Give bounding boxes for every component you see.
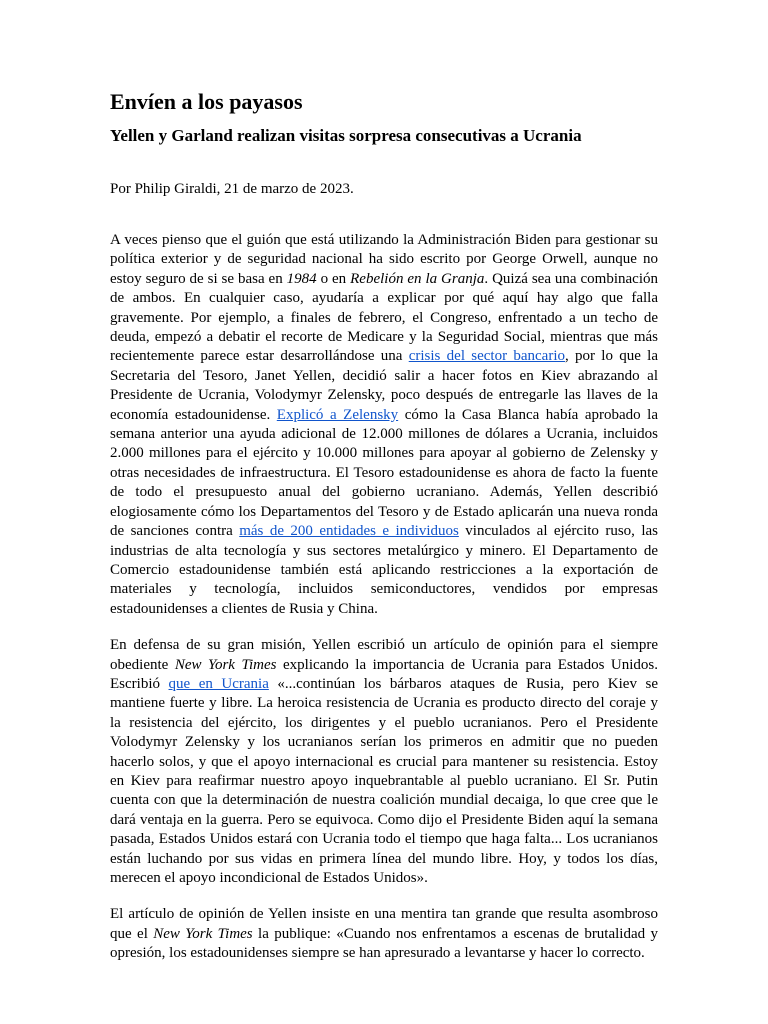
- article-subtitle: Yellen y Garland realizan visitas sorpresa consecutivas a Ucrania: [110, 126, 582, 145]
- italic-text: New York Times: [153, 925, 253, 942]
- italic-text: Rebelión en la Granja: [350, 270, 485, 287]
- paragraph-text: A veces pienso que el guión que está utilizando la Administración Biden para gestionar su política exterior y de seguridad nacional ha sido escrito por George Orwell, aunque no estoy seguro de si se basa en: [110, 232, 658, 287]
- paragraph-text: la publique: «Cuando nos enfrentamos a escenas de brutalidad y opresión, los estadounidenses siempre se han apresurado a levantarse y hacer lo correcto.: [110, 925, 659, 962]
- inline-link[interactable]: Explicó a Zelensky: [276, 406, 399, 423]
- paragraph-text: «...continúan los bárbaros ataques de Rusia, pero Kiev se mantiene fuerte y libre. La heroica resistencia de Ucrania es producto directo del coraje y la resistencia del ejército, los dirigentes y el pueblo ucranianos. Pero el Presidente Volodymyr Zelensky y los ucranianos serían los primeros en admitir que no pueden hacerlo solos, y que el apoyo internacional es crucial para mantener su resistencia. Estoy en Kiev para reafirmar nuestro apoyo inquebrantable al pueblo ucraniano. El Sr. Putin cuenta con que la determinación de nuestra coalición mundial decaiga, lo que cree que le dará ventaja en la guerra. Pero se equivoca. Como dijo el Presidente Biden aquí la semana pasada, Estados Unidos estará con Ucrania todo el tiempo que haga falta... Los ucranianos están luchando por sus vidas en primera línea del mundo libre. Hoy, y todos los días, merecen el apoyo incondicional de Estados Unidos».: [110, 675, 658, 886]
- paragraph-text: explicando la importancia de Ucrania para Estados Unidos. Escribió: [110, 656, 658, 692]
- paragraph-1: [110, 231, 658, 619]
- document-page: [110, 88, 658, 964]
- paragraph-text: , por lo que la Secretaria del Tesoro, Janet Yellen, decidió salir a hacer fotos en Kiev abrazando al Presidente de Ucrania, Volodymyr Zelensky, poco después de entregarle las llaves de la economía estadounidense.: [110, 348, 658, 423]
- article-title: Envíen a los payasos: [110, 89, 303, 114]
- italic-text: 1984: [286, 270, 317, 287]
- paragraph-text: En defensa de su gran misión, Yellen escribió un artículo de opinión para el siempre obediente: [110, 637, 658, 673]
- paragraph-3: [110, 905, 658, 963]
- italic-text: New York Times: [174, 656, 277, 673]
- inline-link[interactable]: que en Ucrania: [168, 675, 269, 692]
- inline-link[interactable]: crisis del sector bancario: [408, 348, 565, 365]
- paragraph-text: El artículo de opinión de Yellen insiste en una mentira tan grande que resulta asombroso que el: [110, 906, 658, 942]
- paragraph-2: [110, 636, 658, 888]
- article-byline: Por Philip Giraldi, 21 de marzo de 2023.: [110, 181, 354, 197]
- paragraph-text: o en: [316, 270, 351, 287]
- paragraph-text: vinculados al ejército ruso, las industrias de alta tecnología y sus sectores metalúrgico y minero. El Departamento de Comercio estadounidense también está aplicando restricciones a la exportación de materiales y tecnología, incluidos semiconductores, vendidos por empresas estadounidenses a clientes de Rusia y China.: [110, 523, 659, 617]
- paragraph-text: cómo la Casa Blanca había aprobado la semana anterior una ayuda adicional de 12.000 millones de dólares a Ucrania, incluidos 2.000 millones para el ejército y 10.000 millones para apoyar al gobierno de Zelensky y otras necesidades de infraestructura. El Tesoro estadounidense es ahora de facto la fuente de todo el presupuesto anual del gobierno ucraniano. Además, Yellen describió elogiosamente cómo los Departamentos del Tesoro y de Estado aplicarán una nueva ronda de sanciones contra: [110, 406, 658, 540]
- paragraph-text: . Quizá sea una combinación de ambos. En cualquier caso, ayudaría a explicar por qué aquí hay algo que falla gravemente. Por ejemplo, a finales de febrero, el Congreso, enfrentado a un techo de deuda, empezó a debatir el recorte de Medicare y la Seguridad Social, mientras que más recientemente parece estar desarrollándose una: [110, 270, 658, 365]
- inline-link[interactable]: más de 200 entidades e individuos: [239, 523, 459, 540]
